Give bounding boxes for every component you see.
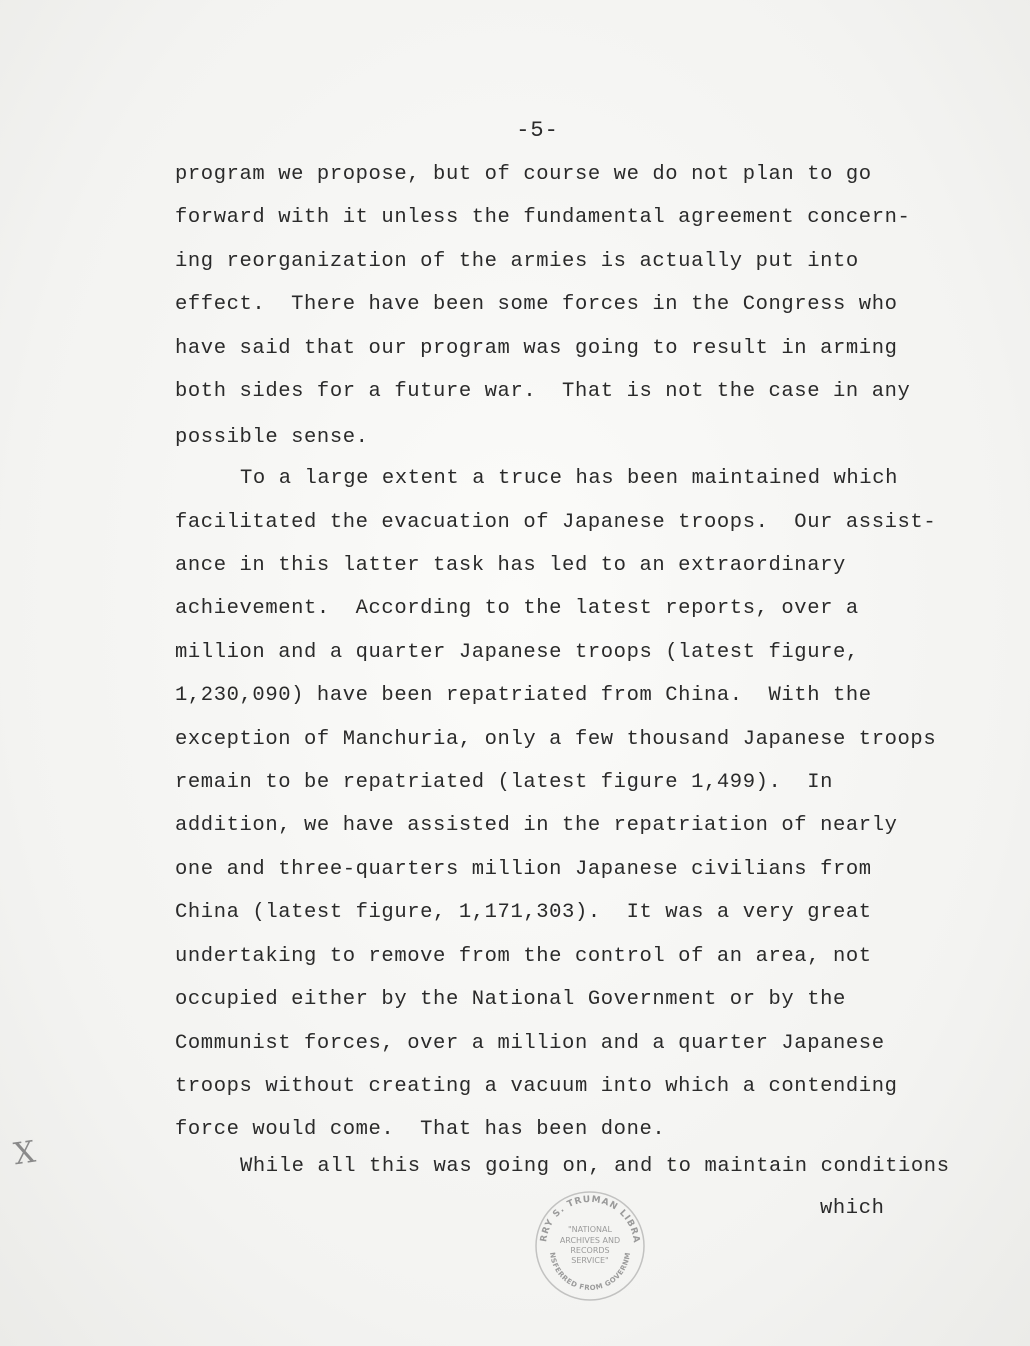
text-line: possible sense. [175,426,369,449]
stamp-center-line: "NATIONAL [568,1225,612,1234]
text-line: addition, we have assisted in the repatriation of nearly [175,814,898,837]
stamp-seal-icon [532,1188,648,1304]
stamp-center-line: SERVICE" [571,1256,609,1265]
stamp-center-line: ARCHIVES AND [559,1236,621,1245]
text-line: one and three-quarters million Japanese civilians from [175,858,872,881]
text-line: troops without creating a vacuum into which a contending [175,1075,898,1098]
page-number: -5- [516,118,559,143]
text-line: facilitated the evacuation of Japanese troops. Our assist- [175,511,937,534]
text-line: force would come. That has been done. [175,1118,666,1141]
margin-mark: X [11,1134,38,1173]
stamp-arc-top: RRY S. TRUMAN LIBRA [539,1194,642,1245]
paragraph-first-line: To a large extent a truce has been maintained which [240,467,899,490]
text-line: exception of Manchuria, only a few thousand Japanese troops [175,728,937,751]
text-line: ing reorganization of the armies is actually put into [175,250,859,273]
text-line: million and a quarter Japanese troops (latest figure, [175,641,859,664]
text-line: forward with it unless the fundamental agreement concern- [175,206,911,229]
catchword-line: which [820,1197,885,1220]
archive-stamp [532,1188,648,1304]
text-line: occupied either by the National Government or by the [175,988,846,1011]
text-line: remain to be repatriated (latest figure 1,499). In [175,771,834,794]
text-line: ance in this latter task has led to an extraordinary [175,554,846,577]
text-line: 1,230,090) have been repatriated from China. With the [175,684,872,707]
text-line: undertaking to remove from the control of an area, not [175,945,872,968]
text-line: achievement. According to the latest reports, over a [175,597,859,620]
text-line: have said that our program was going to result in arming [175,337,898,360]
stamp-center-line: RECORDS [570,1246,610,1255]
text-line: Communist forces, over a million and a quarter Japanese [175,1032,885,1055]
paragraph-first-line: While all this was going on, and to maintain conditions [240,1155,950,1178]
stamp-arc-bottom: NSFERRED FROM GOVERNM [547,1251,633,1293]
text-line: China (latest figure, 1,171,303). It was a very great [175,901,872,924]
text-line: program we propose, but of course we do not plan to go [175,163,872,186]
text-line: both sides for a future war. That is not the case in any [175,380,911,403]
text-line: effect. There have been some forces in the Congress who [175,293,898,316]
